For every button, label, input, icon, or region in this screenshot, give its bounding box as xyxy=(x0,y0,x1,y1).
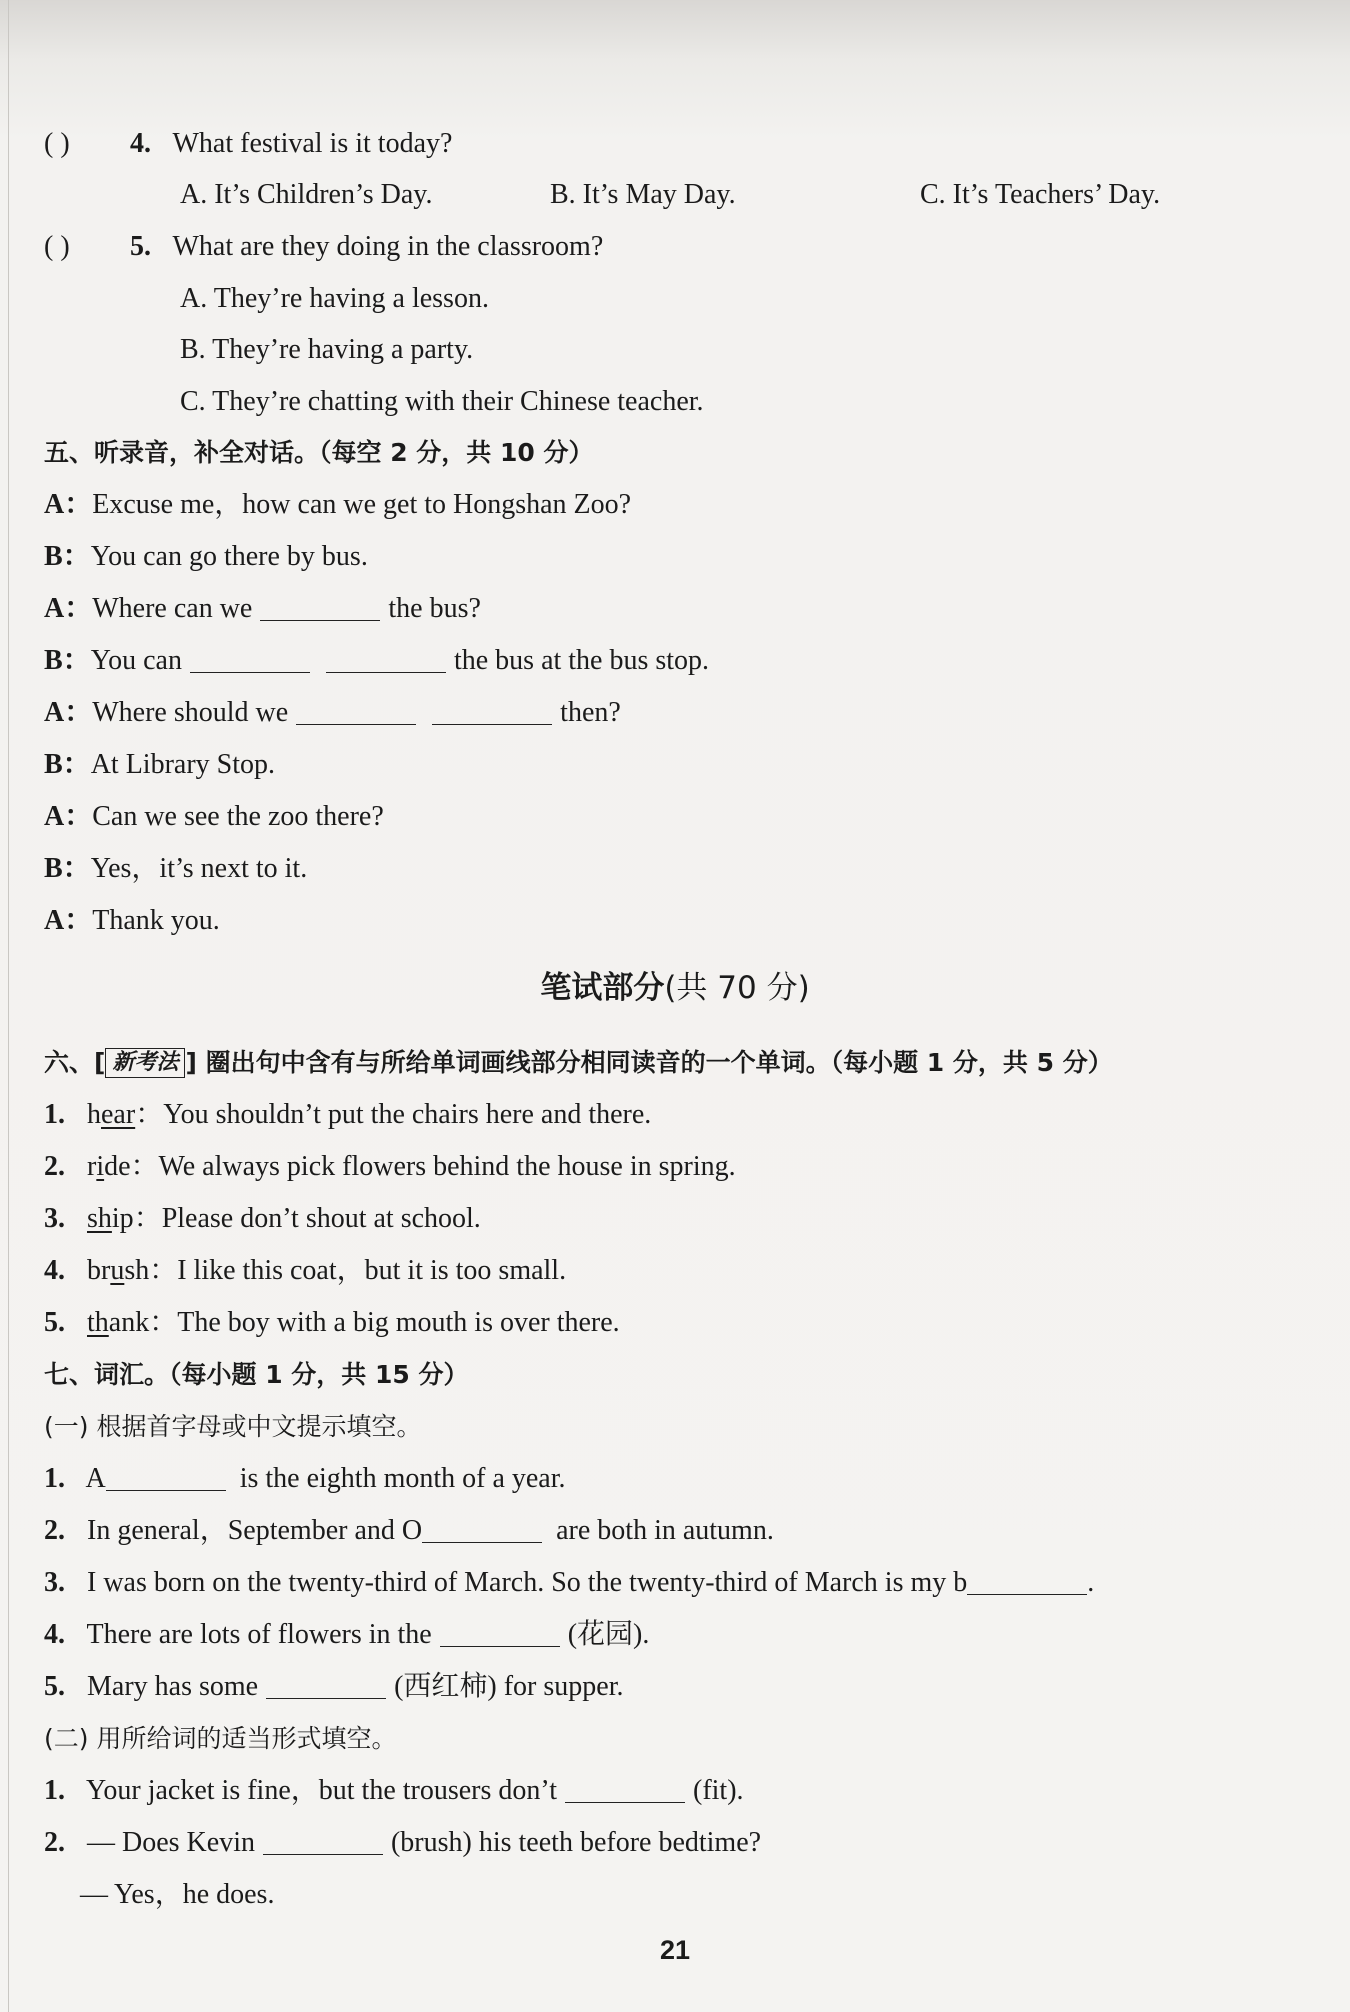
item-number: 4. xyxy=(44,1619,65,1650)
underlined-letters: th xyxy=(87,1307,109,1338)
line-text: then? xyxy=(560,697,621,728)
option-a: A. It’s Children’s Day. xyxy=(180,179,433,210)
dialogue-line xyxy=(44,745,275,785)
vocab-item xyxy=(44,1459,566,1499)
option-b: B. It’s May Day. xyxy=(550,179,736,210)
written-subtitle: (共 70 分) xyxy=(664,970,810,1006)
item-text: (brush) his teeth before bedtime? xyxy=(390,1827,762,1858)
phonics-item xyxy=(44,1147,736,1187)
line-text: Where should we xyxy=(92,697,289,728)
item-number: 1. xyxy=(44,1099,65,1130)
speaker: B： xyxy=(44,853,91,884)
dialogue-line xyxy=(44,641,709,681)
form-item xyxy=(44,1823,761,1863)
line-text: Can we see the zoo there? xyxy=(92,801,384,832)
answer-paren[interactable]: ( ) xyxy=(44,231,70,262)
line-text: Thank you. xyxy=(92,905,220,936)
speaker: B： xyxy=(44,645,91,676)
speaker: A： xyxy=(44,801,93,832)
answer-blank[interactable] xyxy=(422,1512,542,1543)
word-part: de xyxy=(104,1151,131,1182)
form-item xyxy=(44,1771,744,1811)
underlined-letters: i xyxy=(96,1151,105,1182)
heading-text: ] 圈出句中含有与所给单词画线部分相同读音的一个单词。（每小题 1 分，共 5 分） xyxy=(185,1048,1113,1077)
section-7-heading: 七、词汇。（每小题 1 分，共 15 分） xyxy=(44,1360,469,1389)
item-text: (花园). xyxy=(567,1619,650,1650)
answer-blank[interactable] xyxy=(266,1668,386,1699)
speaker: A： xyxy=(44,593,93,624)
item-text: (fit). xyxy=(693,1775,744,1806)
sentence[interactable]: ：Please don’t shout at school. xyxy=(133,1203,481,1234)
line-text: the bus at the bus stop. xyxy=(453,645,710,676)
item-text: . xyxy=(1087,1567,1095,1598)
item-text: I was born on the twenty-third of March. So the twenty-third of March is my b xyxy=(87,1567,968,1598)
speaker: A： xyxy=(44,905,93,936)
phonics-item xyxy=(44,1095,651,1135)
vocab-item xyxy=(44,1563,1094,1603)
vocab-item xyxy=(44,1511,774,1551)
answer-blank[interactable] xyxy=(967,1564,1087,1595)
item-number: 4. xyxy=(44,1255,65,1286)
word-part: ank xyxy=(108,1307,150,1338)
question-4 xyxy=(44,124,452,164)
line-text: Where can we xyxy=(92,593,253,624)
dialogue-line xyxy=(44,849,307,889)
sentence[interactable]: ：I like this coat，but it is too small. xyxy=(149,1255,567,1286)
line-text: You can xyxy=(90,645,182,676)
question-number: 4. xyxy=(130,128,151,159)
item-number: 5. xyxy=(44,1671,65,1702)
line-text: the bus? xyxy=(388,593,481,624)
answer-blank[interactable] xyxy=(440,1616,560,1647)
phonics-item xyxy=(44,1303,620,1343)
dialogue-line xyxy=(44,797,384,837)
dialogue-line xyxy=(44,901,220,941)
dialogue-line xyxy=(44,485,631,525)
option-a: A. They’re having a lesson. xyxy=(180,283,489,314)
word-part: sh xyxy=(124,1255,150,1286)
phonics-item xyxy=(44,1199,481,1239)
speaker: A： xyxy=(44,489,93,520)
line-text: You can go there by bus. xyxy=(90,541,368,572)
item-number: 1. xyxy=(44,1775,65,1806)
answer-blank[interactable] xyxy=(190,642,310,673)
item-text: In general，September and O xyxy=(87,1515,423,1546)
item-number: 2. xyxy=(44,1827,65,1858)
dialogue-line xyxy=(44,693,621,733)
question-text: What festival is it today? xyxy=(172,128,453,159)
sentence[interactable]: ：The boy with a big mouth is over there. xyxy=(149,1307,620,1338)
item-text: There are lots of flowers in the xyxy=(86,1619,432,1650)
item-number: 2. xyxy=(44,1515,65,1546)
item-number: 5. xyxy=(44,1307,65,1338)
vocab-item xyxy=(44,1615,649,1655)
line-text: At Library Stop. xyxy=(90,749,275,780)
dialogue-line xyxy=(44,537,368,577)
option-c: C. They’re chatting with their Chinese teacher. xyxy=(180,386,704,417)
sentence[interactable]: ：We always pick flowers behind the house in spring. xyxy=(130,1151,736,1182)
item-text: A xyxy=(85,1463,106,1494)
item-text: Mary has some xyxy=(87,1671,259,1702)
item-number: 3. xyxy=(44,1567,65,1598)
item-text: — Does Kevin xyxy=(87,1827,255,1858)
item-text: (西红柿) for supper. xyxy=(394,1671,624,1702)
answer-blank[interactable] xyxy=(106,1460,226,1491)
speaker: B： xyxy=(44,749,91,780)
dialogue-line xyxy=(44,589,481,629)
answer-blank[interactable] xyxy=(565,1772,685,1803)
answer-blank[interactable] xyxy=(260,590,380,621)
answer-paren[interactable]: ( ) xyxy=(44,128,70,159)
answer-blank[interactable] xyxy=(326,642,446,673)
reply-line: — Yes，he does. xyxy=(80,1879,275,1910)
answer-blank[interactable] xyxy=(432,694,552,725)
section-5-heading: 五、听录音，补全对话。（每空 2 分，共 10 分） xyxy=(44,438,594,467)
sentence[interactable]: ：You shouldn’t put the chairs here and there. xyxy=(135,1099,652,1130)
word-part: h xyxy=(87,1099,101,1130)
item-number: 3. xyxy=(44,1203,65,1234)
item-number: 1. xyxy=(44,1463,65,1494)
underlined-letters: sh xyxy=(87,1203,112,1234)
item-text: is the eighth month of a year. xyxy=(239,1463,566,1494)
question-4-options xyxy=(180,175,1160,215)
item-text: are both in autumn. xyxy=(556,1515,774,1546)
word-part: r xyxy=(87,1151,97,1182)
question-text: What are they doing in the classroom? xyxy=(172,231,604,262)
speaker: B： xyxy=(44,541,91,572)
part-1-heading: (一) 根据首字母或中文提示填空。 xyxy=(44,1412,422,1441)
page-number: 21 xyxy=(659,1935,691,1965)
heading-prefix: 六、[ xyxy=(44,1048,106,1077)
underlined-letters: ear xyxy=(101,1099,136,1130)
option-c: C. It’s Teachers’ Day. xyxy=(920,179,1161,210)
word-part: br xyxy=(87,1255,111,1286)
underlined-letters: u xyxy=(110,1255,125,1286)
section-6-heading xyxy=(44,1043,1113,1083)
written-title: 笔试部分 xyxy=(540,970,665,1006)
word-part: ip xyxy=(111,1203,134,1234)
phonics-item xyxy=(44,1251,566,1291)
question-5 xyxy=(44,227,603,267)
item-number: 2. xyxy=(44,1151,65,1182)
item-text: Your jacket is fine，but the trousers don’t xyxy=(85,1775,557,1806)
question-number: 5. xyxy=(130,231,151,262)
option-b: B. They’re having a party. xyxy=(180,334,474,365)
part-2-heading: (二) 用所给词的适当形式填空。 xyxy=(44,1724,397,1753)
line-text: Yes，it’s next to it. xyxy=(90,853,308,884)
vocab-item xyxy=(44,1667,623,1707)
answer-blank[interactable] xyxy=(296,694,416,725)
written-part-title xyxy=(0,966,1350,1010)
new-method-tag: 新考法 xyxy=(105,1048,185,1078)
line-text: Excuse me，how can we get to Hongshan Zoo? xyxy=(92,489,632,520)
speaker: A： xyxy=(44,697,93,728)
answer-blank[interactable] xyxy=(263,1824,383,1855)
